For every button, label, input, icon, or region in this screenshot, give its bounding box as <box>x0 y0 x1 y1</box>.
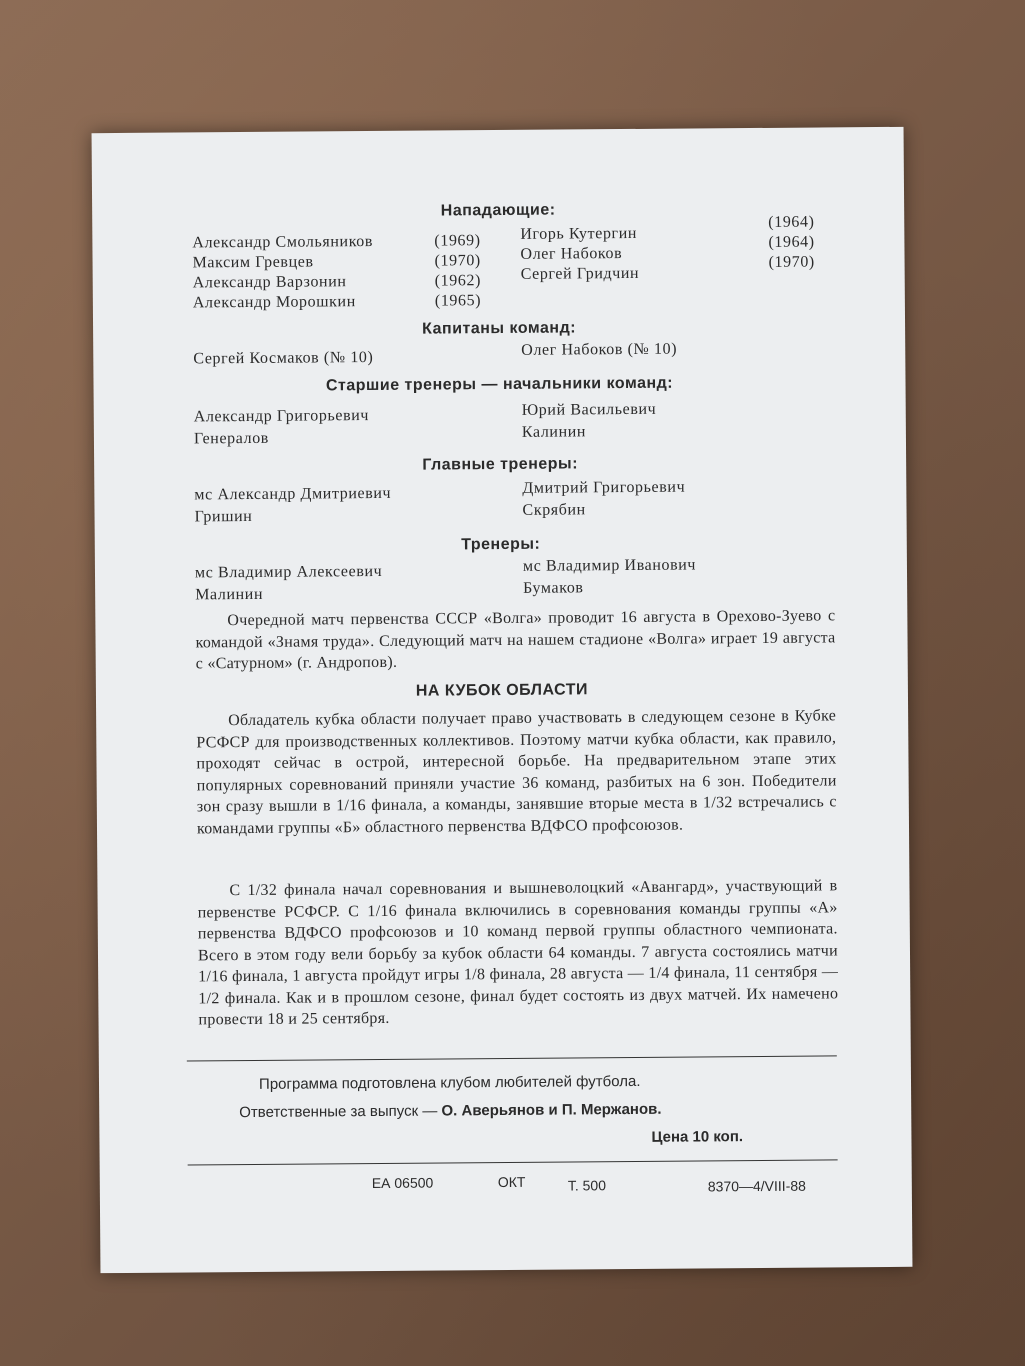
forward-year: (1970) <box>434 252 481 270</box>
credits-names: О. Аверьянов и П. Мержанов. <box>441 1100 662 1120</box>
head-coach-right-first: Дмитрий Григорьевич <box>522 478 686 497</box>
forwards-heading: Нападающие: <box>440 201 556 220</box>
cup-heading: НА КУБОК ОБЛАСТИ <box>415 681 589 700</box>
forward-year: (1964) <box>768 233 815 251</box>
forward-name: Александр Смольяников <box>192 232 374 252</box>
senior-coaches-heading: Старшие тренеры — начальники команд: <box>325 374 674 395</box>
forward-name: Игорь Кутергин <box>520 224 638 243</box>
forward-name: Сергей Гридчин <box>520 264 640 283</box>
captain-right: Олег Набоков (№ 10) <box>521 340 678 359</box>
cup-paragraph-1: Обладатель кубка области получает право участвовать в следующем сезоне в Кубке РСФСР для производственных коллективов. Поэтому матчи кубка области, как правило, проходят сейчас в острой, интересной борьбе. На предварительном этапе этих популярных соревнований приняли участие 36 команд, разбитых на 6 зон. Победители зон сразу вышли в 1/16 финала, а команды, занявшие вторые места в 1/32 встречались с командами группы «Б» областного первенства ВДФСО профсоюзов. <box>196 707 837 837</box>
cup-paragraph-2: С 1/32 финала начал соревнования и вышневолоцкий «Авангард», участвующий в первенстве РСФСР. С 1/16 финала включились в соревнования команды группы «А» первенства ВДФСО профсоюзов и 10 команд первой группы областного чемпионата. Всего в этом году вели борьбу за кубок области 64 команды. 7 августа состоялись матчи 1/16 финала, 1 августа пройдут игры 1/8 финала, 28 августа — 1/4 финала, 11 сентября — 1/2 финала. Как и в прошлом сезоне, финал будет состоять из двух матчей. Их намечено провести 18 и 25 сентября. <box>197 877 839 1029</box>
forward-name: Александр Морошкин <box>192 293 356 312</box>
imprint-order: 8370—4/VIII-88 <box>707 1177 806 1195</box>
senior-coach-right-last: Калинин <box>521 423 587 441</box>
coach-left-first: мс Владимир Алексеевич <box>194 562 383 582</box>
price: Цена 10 коп. <box>651 1128 744 1146</box>
forward-year: (1964) <box>768 213 815 231</box>
coach-right-last: Бумаков <box>523 579 584 597</box>
imprint-tirage: Т. 500 <box>567 1177 607 1194</box>
captains-heading: Капитаны команд: <box>422 319 577 338</box>
imprint-code: ЕА 06500 <box>371 1174 434 1192</box>
coaches-heading: Тренеры: <box>461 535 541 554</box>
coach-right-first: мс Владимир Иванович <box>522 556 697 575</box>
head-coach-right-last: Скрябин <box>522 501 586 519</box>
head-coaches-heading: Главные тренеры: <box>422 455 579 474</box>
coach-left-last: Малинин <box>195 585 264 604</box>
head-coach-left-last: Гришин <box>194 507 253 526</box>
credits-prefix: Ответственные за выпуск — <box>239 1102 442 1122</box>
forward-name: Олег Набоков <box>520 245 623 263</box>
divider-top <box>187 1055 837 1061</box>
credits-line-1: Программа подготовлена клубом любителей футбола. <box>258 1072 641 1093</box>
forward-year: (1965) <box>434 292 482 310</box>
senior-coach-right-first: Юрий Васильевич <box>521 400 657 419</box>
forward-name: Александр Варзонин <box>192 273 347 292</box>
imprint-okt: ОКТ <box>497 1173 526 1191</box>
credits-line-2 <box>239 1101 661 1121</box>
next-match-paragraph: Очередной матч первенства СССР «Волга» проводит 16 августа в Орехово-Зуево с командой «Знамя труда». Следующий матч на нашем стадионе «Волга» играет 19 августа с «Сатурном» (г. Андропов). <box>195 607 836 673</box>
forward-year: (1969) <box>434 232 481 250</box>
program-page <box>92 127 913 1273</box>
forward-name: Максим Гревцев <box>192 253 314 272</box>
senior-coach-left-first: Александр Григорьевич <box>193 407 370 426</box>
forward-year: (1962) <box>434 272 482 290</box>
captain-left: Сергей Космаков (№ 10) <box>193 348 374 368</box>
divider-bottom <box>188 1159 838 1165</box>
forward-year: (1970) <box>768 253 815 271</box>
senior-coach-left-last: Генералов <box>193 429 269 448</box>
head-coach-left-first: мс Александр Дмитриевич <box>194 484 392 504</box>
